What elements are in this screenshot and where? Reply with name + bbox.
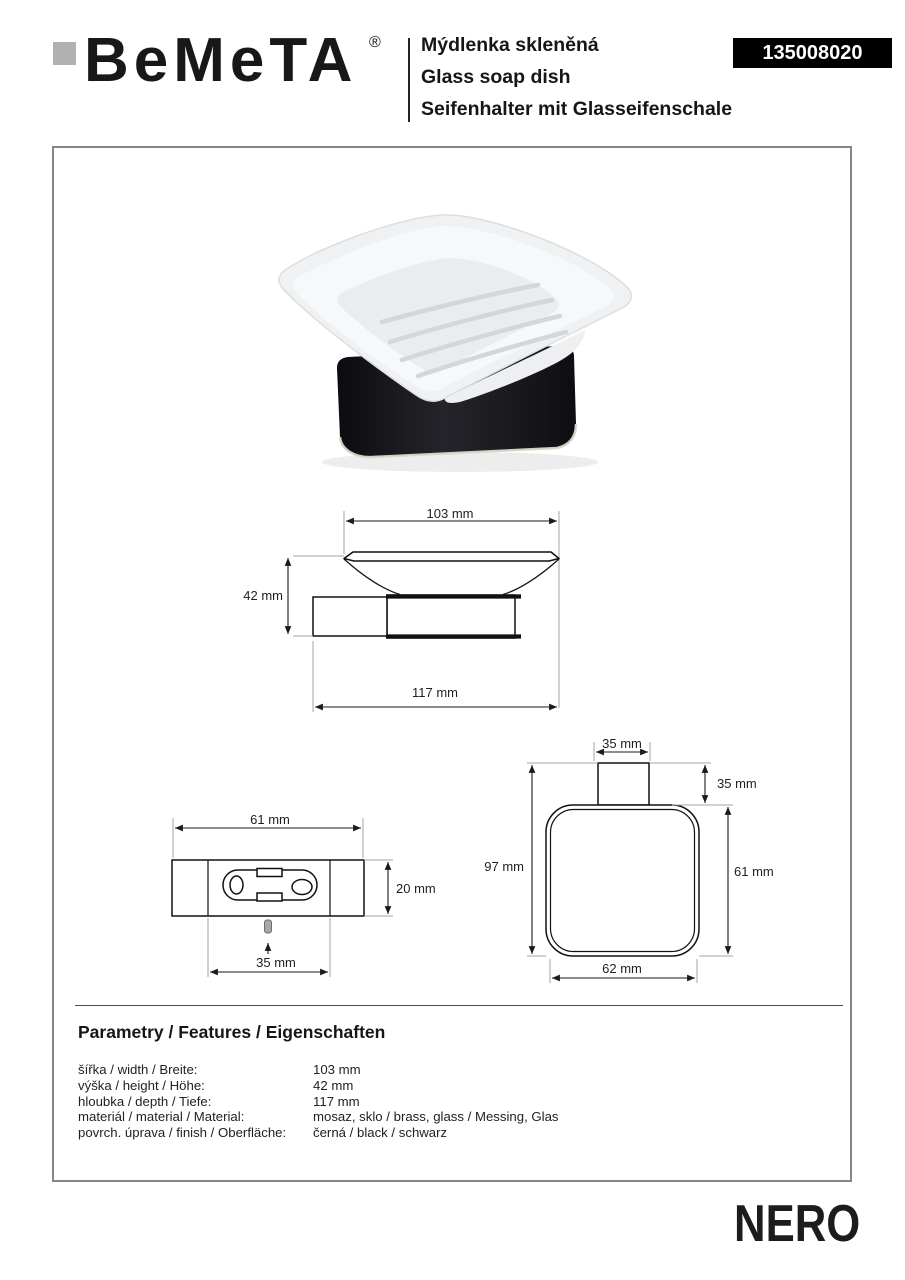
side-bowl-right — [503, 559, 559, 595]
product-name-cs: Mýdlenka skleněná — [421, 34, 599, 56]
side-wall-plate — [313, 597, 387, 636]
content-box — [52, 146, 852, 1182]
side-holder — [387, 595, 515, 638]
front-cup-outer — [546, 805, 699, 956]
table-row — [78, 1094, 559, 1110]
param-label: výška / height / Höhe: — [78, 1077, 205, 1093]
param-label: povrch. úprava / finish / Oberfläche: — [78, 1125, 287, 1141]
side-height-label: 42 mm — [243, 588, 283, 603]
parameters-divider — [75, 1005, 843, 1006]
parameters-table — [78, 1062, 559, 1141]
plate-hole-right — [292, 880, 312, 895]
table-row — [78, 1062, 559, 1078]
plate-height-label: 20 mm — [396, 881, 436, 896]
front-view-drawing — [480, 730, 785, 1000]
plate-width-label: 61 mm — [250, 812, 290, 827]
param-value: černá / black / schwarz — [313, 1125, 448, 1141]
brand-logo: BeMeTA — [84, 26, 358, 95]
param-value: 42 mm — [313, 1077, 354, 1093]
table-row — [78, 1109, 559, 1125]
side-view-drawing — [240, 496, 585, 716]
front-mount-tab — [598, 763, 649, 805]
series-name: NERO — [733, 1195, 860, 1253]
plate-notch-bottom — [257, 893, 282, 901]
product-names — [421, 29, 732, 125]
front-tab-width-label: 35 mm — [602, 736, 642, 751]
side-depth-label: 117 mm — [412, 685, 458, 700]
wall-plate-drawing — [155, 805, 450, 990]
front-cup-width-label: 62 mm — [602, 961, 642, 976]
front-total-height-label: 97 mm — [484, 859, 524, 874]
plate-screw-pin-icon — [265, 920, 272, 933]
parameters-title: Parametry / Features / Eigenschaften — [78, 1022, 386, 1042]
plate-hole-left — [230, 876, 243, 894]
product-name-de: Seifenhalter mit Glasseifenschale — [421, 98, 733, 120]
param-value: 103 mm — [313, 1062, 361, 1077]
param-label: šířka / width / Breite: — [78, 1062, 198, 1077]
header-divider — [408, 38, 410, 122]
product-code-badge: 135008020 — [733, 38, 892, 68]
param-label: hloubka / depth / Tiefe: — [78, 1093, 212, 1109]
front-cup-height-label: 61 mm — [734, 864, 774, 879]
table-row — [78, 1078, 559, 1094]
registered-trademark-icon: ® — [369, 34, 381, 51]
table-row — [78, 1125, 559, 1141]
plate-notch-top — [257, 869, 282, 877]
plate-spacing-label: 35 mm — [256, 955, 296, 970]
side-bowl-left — [344, 559, 400, 595]
side-width-label: 103 mm — [426, 506, 474, 521]
logo-square-icon — [53, 42, 76, 65]
product-name-en: Glass soap dish — [421, 66, 571, 88]
product-photo — [240, 190, 660, 480]
side-dish-rim — [344, 552, 559, 561]
param-value: mosaz, sklo / brass, glass / Messing, Glas — [313, 1109, 559, 1125]
param-value: 117 mm — [313, 1093, 360, 1109]
front-tab-height-label: 35 mm — [717, 776, 757, 791]
param-label: materiál / material / Material: — [78, 1109, 245, 1125]
